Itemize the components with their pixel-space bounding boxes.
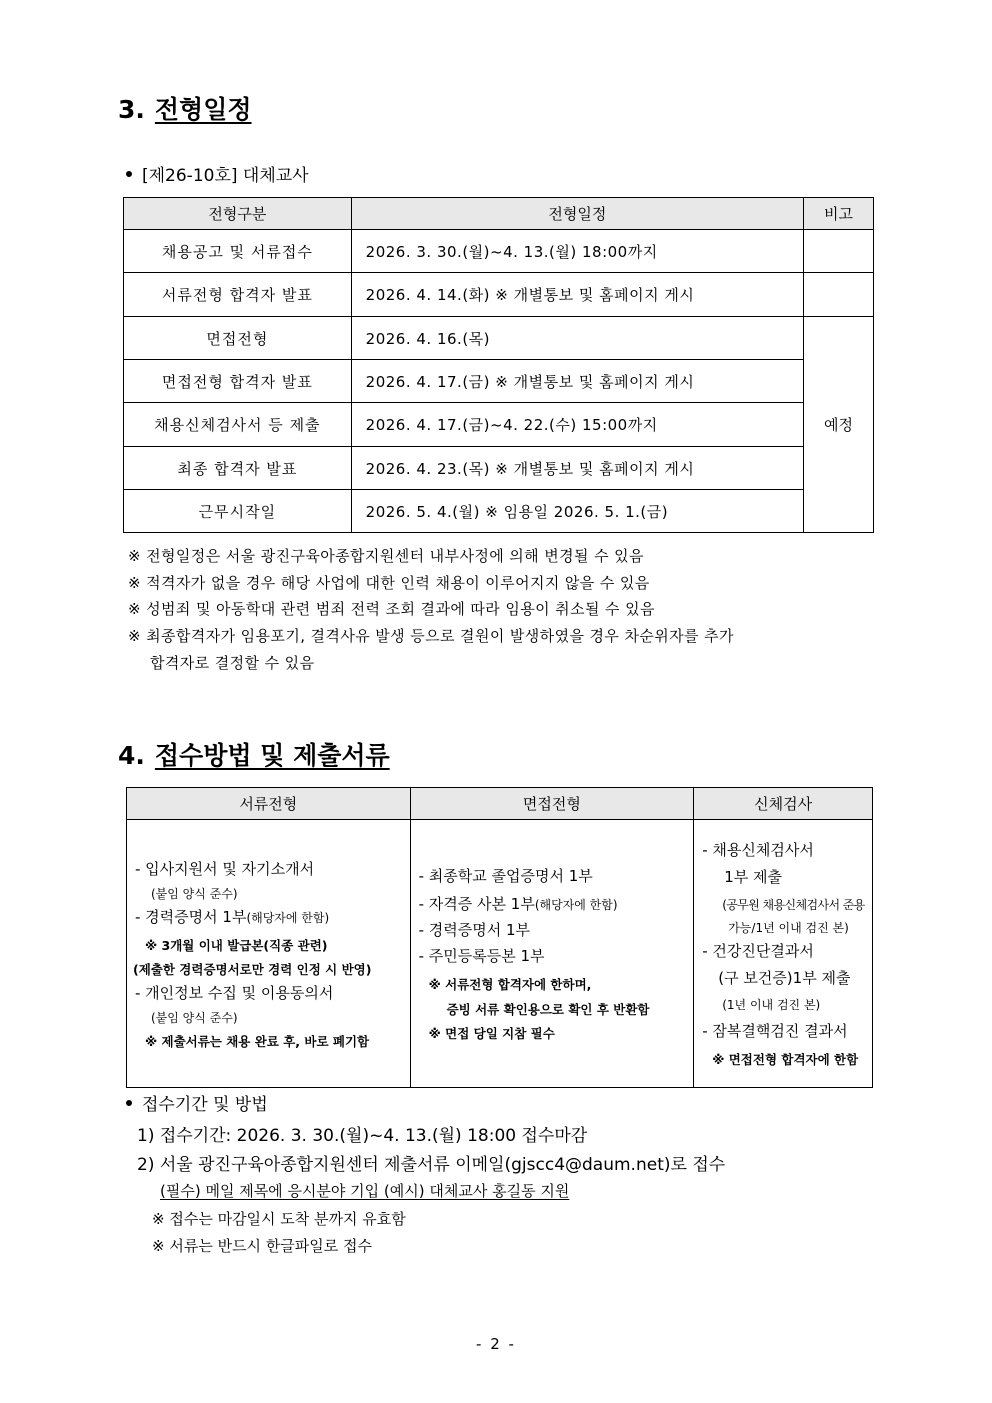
application-note: ※ 서류는 반드시 한글파일로 접수 — [152, 1237, 373, 1255]
row-schedule: 2026. 4. 14.(화) ※ 개별통보 및 홈페이지 게시 — [351, 273, 803, 317]
list-item: 1부 제출 — [724, 868, 783, 886]
schedule-note-continued: 합격자로 결정할 수 있음 — [150, 654, 315, 672]
table-row — [124, 317, 874, 360]
row-schedule: 2026. 4. 16.(목) — [351, 317, 803, 360]
row-schedule: 2026. 3. 30.(월)~4. 13.(월) 18:00까지 — [351, 230, 803, 273]
section-4-heading: 접수방법 및 제출서류 — [154, 741, 390, 770]
list-item-note: (해당자에 한함) — [534, 898, 618, 912]
header-remark: 비고 — [804, 198, 874, 230]
list-item-note: 가능/1년 이내 검진 본) — [728, 921, 849, 935]
table-row — [124, 447, 874, 490]
list-item: - 경력증명서 1부 — [418, 921, 531, 939]
header-medical: 신체검사 — [694, 788, 873, 820]
row-stage: 채용신체검사서 등 제출 — [124, 403, 352, 447]
list-item-warning: ※ 면접전형 합격자에 한함 — [712, 1052, 859, 1067]
header-documents: 서류전형 — [127, 788, 411, 820]
schedule-note: ※ 최종합격자가 임용포기, 결격사유 발생 등으로 결원이 발생하였을 경우 차순위자를 추가 — [128, 627, 734, 645]
remark-cell: 예정 — [804, 317, 874, 533]
row-remark-empty — [804, 273, 874, 317]
application-period: 1) 접수기간: 2026. 3. 30.(월)~4. 13.(월) 18:00 접수마감 — [137, 1126, 588, 1146]
row-stage: 서류전형 합격자 발표 — [124, 273, 352, 317]
section-4-title — [118, 736, 390, 772]
section-4-bullet — [126, 1090, 268, 1115]
section-3-title — [118, 90, 252, 126]
table-row — [124, 403, 874, 447]
table-row — [124, 360, 874, 403]
table-row — [124, 273, 874, 317]
row-schedule: 2026. 4. 17.(금)~4. 22.(수) 15:00까지 — [351, 403, 803, 447]
list-item: - 건강진단결과서 — [702, 942, 814, 960]
list-item-note: (해당자에 한함) — [246, 911, 330, 925]
list-item: - 경력증명서 1부 — [135, 908, 247, 926]
list-item-warning: ※ 제출서류는 채용 완료 후, 바로 폐기함 — [145, 1034, 370, 1049]
row-schedule: 2026. 4. 23.(목) ※ 개별통보 및 홈페이지 게시 — [351, 447, 803, 490]
section-3-number: 3. — [118, 95, 145, 124]
list-item: - 최종학교 졸업증명서 1부 — [418, 867, 593, 885]
row-remark-empty — [804, 230, 874, 273]
list-item: - 자격증 사본 1부 — [418, 895, 535, 913]
documents-table — [126, 787, 873, 1088]
row-stage: 최종 합격자 발표 — [124, 447, 352, 490]
section-3-bullet-text: [제26-10호] 대체교사 — [142, 166, 309, 186]
row-stage: 채용공고 및 서류접수 — [124, 230, 352, 273]
list-item-warning: ※ 3개월 이내 발급본(직종 관련) — [145, 938, 328, 953]
schedule-note: ※ 적격자가 없을 경우 해당 사업에 대한 인력 채용이 이루어지지 않을 수 있음 — [128, 574, 650, 592]
section-3-bullet — [126, 161, 309, 186]
email-subject-note: (필수) 메일 제목에 응시분야 기입 (예시) 대체교사 홍길동 지원 — [160, 1182, 570, 1200]
page-number: - 2 - — [476, 1335, 516, 1353]
interview-cell — [410, 820, 694, 1088]
list-item-note: (공무원 채용신체검사서 준용 — [722, 898, 865, 912]
list-item: - 개인정보 수집 및 이용동의서 — [135, 984, 334, 1002]
row-stage: 면접전형 합격자 발표 — [124, 360, 352, 403]
list-item-note: (붙임 양식 준수) — [151, 1011, 238, 1025]
medical-cell — [694, 820, 873, 1088]
schedule-note: ※ 성범죄 및 아동학대 관련 범죄 전력 조회 결과에 따라 임용이 취소될 수 있음 — [128, 600, 655, 618]
section-4-number: 4. — [118, 741, 145, 770]
section-4-bullet-text: 접수기간 및 방법 — [142, 1095, 268, 1115]
row-stage: 면접전형 — [124, 317, 352, 360]
row-schedule: 2026. 5. 4.(월) ※ 임용일 2026. 5. 1.(금) — [351, 490, 803, 533]
list-item-warning: (제출한 경력증명서로만 경력 인정 시 반영) — [133, 962, 372, 977]
row-stage: 근무시작일 — [124, 490, 352, 533]
list-item: - 주민등록등본 1부 — [418, 947, 545, 965]
schedule-table — [123, 197, 874, 533]
application-note: ※ 접수는 마감일시 도착 분까지 유효함 — [152, 1210, 406, 1228]
section-3-heading: 전형일정 — [154, 95, 252, 124]
application-method: 2) 서울 광진구육아종합지원센터 제출서류 이메일(gjscc4@daum.net)로 접수 — [137, 1155, 726, 1175]
documents-cell — [127, 820, 411, 1088]
list-item: (구 보건증)1부 제출 — [718, 969, 851, 987]
list-item-note: (1년 이내 검진 본) — [722, 998, 821, 1012]
list-item: - 입사지원서 및 자기소개서 — [135, 860, 315, 878]
table-row — [124, 490, 874, 533]
list-item-warning: ※ 면접 당일 지참 필수 — [428, 1026, 555, 1041]
table-row — [124, 230, 874, 273]
list-item: - 채용신체검사서 — [702, 841, 814, 859]
schedule-note: ※ 전형일정은 서울 광진구육아종합지원센터 내부사정에 의해 변경될 수 있음 — [128, 547, 644, 565]
bullet-icon — [126, 171, 132, 177]
bullet-icon — [126, 1100, 132, 1106]
list-item-warning: 증빙 서류 확인용으로 확인 후 반환함 — [446, 1002, 650, 1017]
list-item-warning: ※ 서류전형 합격자에 한하며, — [428, 977, 592, 992]
list-item: - 잠복결핵검진 결과서 — [702, 1022, 848, 1040]
row-schedule: 2026. 4. 17.(금) ※ 개별통보 및 홈페이지 게시 — [351, 360, 803, 403]
header-interview: 면접전형 — [410, 788, 694, 820]
header-schedule: 전형일정 — [351, 198, 803, 230]
header-stage: 전형구분 — [124, 198, 352, 230]
list-item-note: (붙임 양식 준수) — [151, 887, 238, 901]
